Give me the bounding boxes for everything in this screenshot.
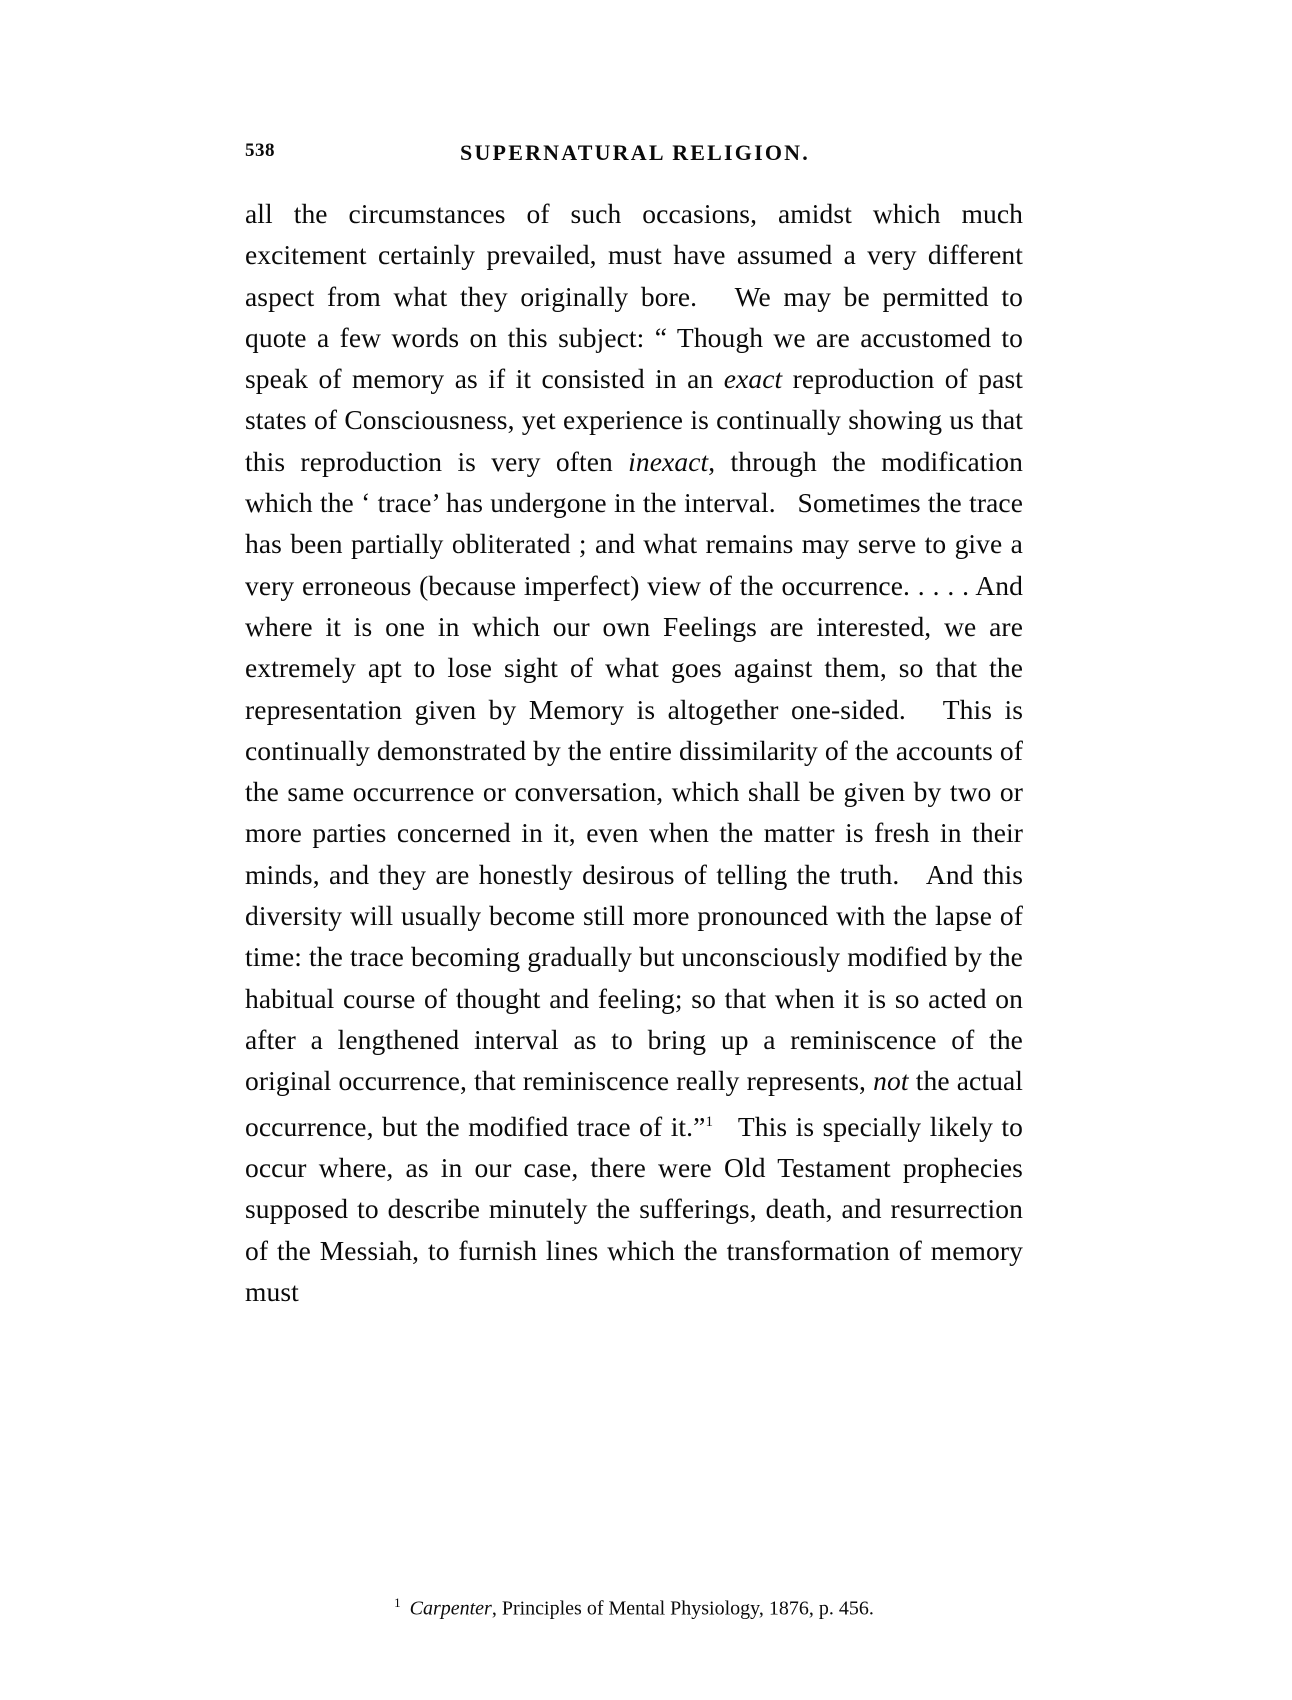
- body-text: [245, 193, 1023, 1312]
- running-title: SUPERNATURAL RELIGION.: [460, 140, 810, 165]
- footnote: $^1$ Carpenter, Principles of Mental Physiology, 1876, p. 456.: [394, 1595, 874, 1620]
- page-header: [245, 140, 1025, 166]
- page-number: 538: [245, 140, 275, 161]
- body-paragraph: all the circumstances of such occasions, amidst which much excitement certainly prevailed, must have assumed a very different aspect from what they originally bore. We may be permitted to quote a few words on this subject: “ Though we are accustomed to speak of memory as if it consisted in an exact reproduction of past states of Consciousness, yet experience is continually showing us that this reproduction is very often inexact, through the modification which the ‘ trace’ has undergone in the interval. Sometimes the trace has been partially obliterated ; and what remains may serve to give a very erroneous (because imperfect) view of the occurrence. . . . . And where it is one in which our own Feelings are interested, we are extremely apt to lose sight of what goes against them, so that the representation given by Memory is altogether one-sided. This is continually demonstrated by the entire dissimilarity of the accounts of the same occurrence or conversation, which shall be given by two or more parties concerned in it, even when the matter is fresh in their minds, and they are honestly desirous of telling the truth. And this diversity will usually become still more pronounced with the lapse of time: the trace becoming gradually but unconsciously modified by the habitual course of thought and feeling; so that when it is so acted on after a lengthened interval as to bring up a reminiscence of the original occurrence, that reminiscence really represents, not the actual occurrence, but the modified trace of it.”$^1$ This is specially likely to occur where, as in our case, there were Old Testament prophecies supposed to describe minutely the sufferings, death, and resurrection of the Messiah, to furnish lines which the transformation of memory must: [245, 198, 1024, 1307]
